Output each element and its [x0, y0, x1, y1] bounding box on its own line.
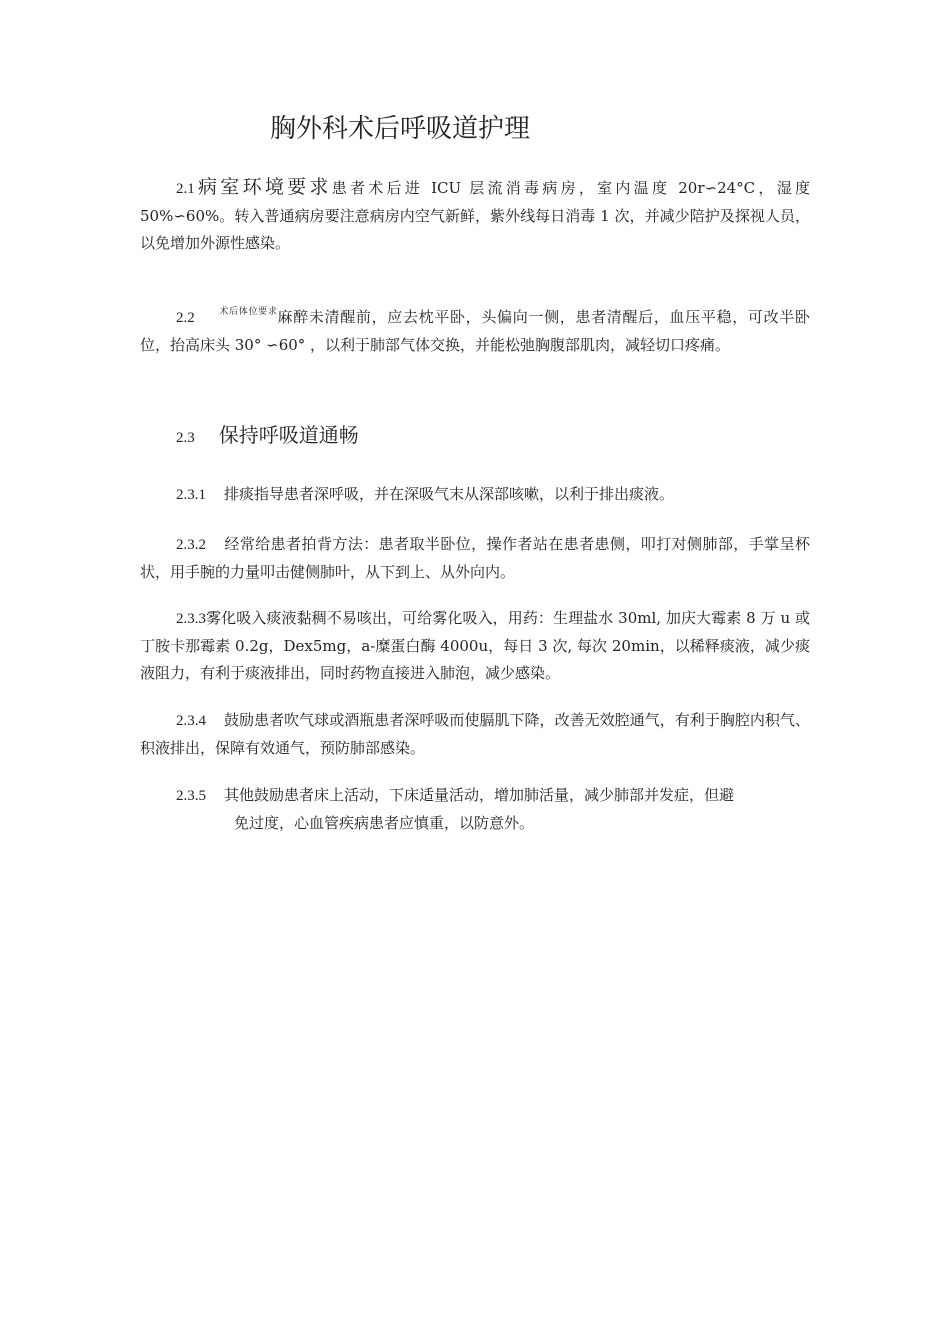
section-2-3-3	[140, 605, 810, 687]
section-body: 患者术后进 ICU 层流消毒病房，室内温度 20r∽24°C，湿度 50%∽60%。转入普通病房要注意病房内空气新鲜，紫外线每日消毒 1 次，并减少陪护及探视人员，以免增加外源性感染。	[140, 179, 810, 252]
section-body: 方法：患者取半卧位，操作者站在患者患侧，叩打对侧肺部，手掌呈杯状，用手腕的力量叩击健侧肺叶，从下到上、从外向内。	[140, 535, 810, 581]
section-body: 指导患者深呼吸，并在深吸气末从深部咳嗽，以利于排出痰液。	[254, 485, 675, 503]
section-heading: 其他	[224, 786, 255, 804]
section-number: 2.3.1	[176, 487, 206, 503]
section-heading: 经常给患者拍背	[224, 535, 333, 553]
section-body-line-1: 鼓励患者床上活动，下床适量活动，增加肺活量，减少肺部并发症，但避	[254, 786, 735, 804]
section-number: 2.2	[176, 310, 195, 326]
section-body: 患者深呼吸而使膈肌下降，改善无效腔通气，有利于胸腔内积气、积液排出，保障有效通气，预防肺部感染。	[140, 711, 810, 757]
section-heading: 保持呼吸道通畅	[218, 423, 359, 447]
section-number: 2.3.2	[176, 537, 206, 553]
section-heading: 术后体位要求	[218, 307, 278, 317]
section-2-3-4	[140, 707, 810, 762]
section-heading: 雾化吸入	[206, 609, 267, 627]
section-number: 2.3.4	[176, 713, 206, 729]
section-2-1	[140, 174, 810, 257]
section-body: 麻醉未清醒前，应去枕平卧，头偏向一侧，患者清醒后，血压平稳，可改半卧位，抬高床头 30° ∽60° ，以利于肺部气体交换，并能松弛胸腹部肌肉，减轻切口疼痛。	[140, 308, 810, 354]
section-number: 2.3.5	[176, 788, 206, 804]
section-number: 2.3.3	[176, 611, 206, 627]
section-number: 2.3	[176, 430, 195, 446]
document-title: 胸外科术后呼吸道护理	[270, 114, 531, 144]
section-body: 痰液黏稠不易咳出，可给雾化吸入，用药：生理盐水 30ml, 加庆大霉素 8 万 u 或丁胺卡那霉素 0.2g，Dex5mg，a-糜蛋白酶 4000u，每日 3 次, 每次 20min，以稀释痰液，减少痰液阻力，有利于痰液排出，同时药物直接进入肺泡，减少感染。	[140, 609, 810, 682]
section-2-2	[140, 299, 810, 359]
section-heading: 病室环境要求	[194, 176, 332, 198]
section-heading: 鼓励患者吹气球或酒瓶	[224, 711, 375, 729]
section-2-3-5	[140, 782, 810, 837]
section-2-3	[176, 420, 359, 453]
section-heading: 排痰	[224, 485, 255, 503]
section-2-3-2	[140, 531, 810, 586]
section-number: 2.1	[176, 181, 195, 197]
section-body-line-2: 免过度，心血管疾病患者应慎重，以防意外。	[234, 814, 535, 832]
section-2-3-1	[140, 481, 810, 509]
